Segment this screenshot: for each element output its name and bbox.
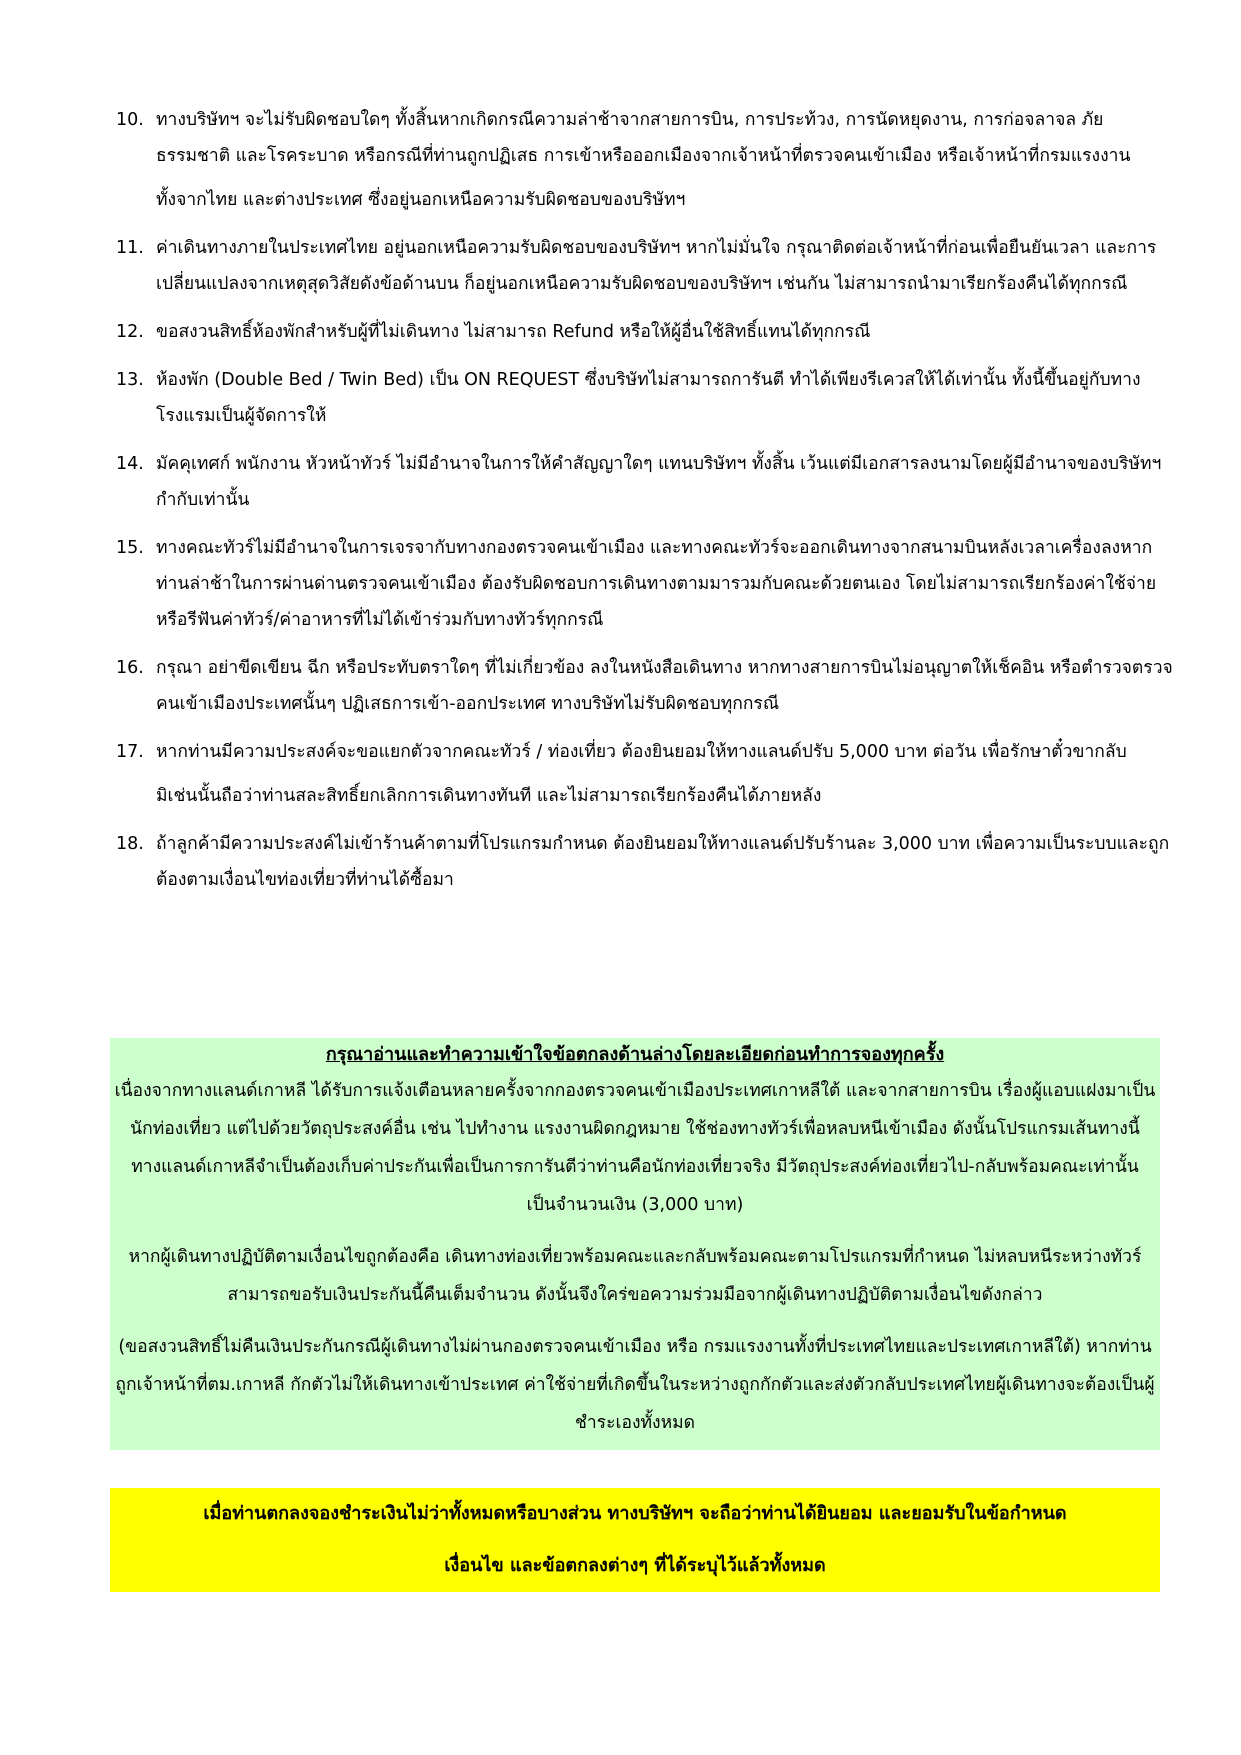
term-item [116,314,1176,350]
term-number: 18. [116,834,144,854]
term-number: 10. [116,110,144,130]
agreement-box [110,1488,1160,1592]
term-number: 13. [116,370,144,390]
term-text: ขอสงวนสิทธิ์ห้องพักสำหรับผู้ที่ไม่เดินทาง ไม่สามารถ Refund หรือให้ผู้อื่นใช้สิทธิ์แทนได้ทุกกรณี [156,322,871,342]
notice-paragraph: หากผู้เดินทางปฏิบัติตามเงื่อนไขถูกต้องคือ เดินทางท่องเที่ยวพร้อมคณะและกลับพร้อมคณะตามโปรแกรมที่กำหนด ไม่หลบหนีระหว่างทัวร์ สามารถขอรับเงินประกันนี้คืนเต็มจำนวน ดังนั้นจึงใคร่ขอความร่วมมือจากผู้เดินทางปฏิบัติตามเงื่อนไขดังกล่าว [128,1247,1142,1305]
term-text: มัคคุเทศก์ พนักงาน หัวหน้าทัวร์ ไม่มีอำนาจในการให้คำสัญญาใดๆ แทนบริษัทฯ ทั้งสิ้น เว้นแต่มีเอกสารลงนามโดยผู้มีอำนาจของบริษัทฯ กำกับเท่านั้น [156,454,1162,510]
term-number: 17. [116,742,144,762]
terms-list [116,102,1176,910]
term-continuation: ทั้งจากไทย และต่างประเทศ ซึ่งอยู่นอกเหนือความรับผิดชอบของบริษัทฯ [156,190,686,210]
notice-heading: กรุณาอ่านและทำความเข้าใจข้อตกลงด้านล่างโดยละเอียดก่อนทำการจองทุกครั้ง [325,1044,945,1065]
deposit-notice-box [110,1038,1160,1450]
term-item [116,230,1176,302]
term-number: 14. [116,454,144,474]
term-number: 12. [116,322,144,342]
agreement-line: เงื่อนไข และข้อตกลงต่างๆ ที่ได้ระบุไว้แล้วทั้งหมด [444,1555,826,1576]
term-item [116,362,1176,434]
term-item [116,530,1176,638]
term-continuation: มิเช่นนั้นถือว่าท่านสละสิทธิ์ยกเลิกการเดินทางทันที และไม่สามารถเรียกร้องคืนได้ภายหลัง [156,786,822,806]
notice-paragraph: เนื่องจากทางแลนด์เกาหลี ได้รับการแจ้งเตือนหลายครั้งจากกองตรวจคนเข้าเมืองประเทศเกาหลีใต้ และจากสายการบิน เรื่องผู้แอบแฝงมาเป็นนักท่องเที่ยว แต่ไปด้วยวัตถุประสงค์อื่น เช่น ไปทำงาน แรงงานผิดกฎหมาย ใช้ช่องทางทัวร์เพื่อหลบหนีเข้าเมือง ดังนั้นโปรแกรมเส้นทางนี้ ทางแลนด์เกาหลีจำเป็นต้องเก็บค่าประกันเพื่อเป็นการการันตีว่าท่านคือนักท่องเที่ยวจริง มีวัตถุประสงค์ท่องเที่ยวไป-กลับพร้อมคณะเท่านั้น เป็นจำนวนเงิน (3,000 บาท) [114,1081,1156,1215]
term-item [116,826,1176,898]
term-number: 11. [116,238,144,258]
agreement-line: เมื่อท่านตกลงจองชำระเงินไม่ว่าทั้งหมดหรือบางส่วน ทางบริษัทฯ จะถือว่าท่านได้ยินยอม และยอมรับในข้อกำหนด [203,1503,1067,1524]
term-item [116,446,1176,518]
term-text: ทางคณะทัวร์ไม่มีอำนาจในการเจรจากับทางกองตรวจคนเข้าเมือง และทางคณะทัวร์จะออกเดินทางจากสนามบินหลังเวลาเครื่องลงหากท่านล่าช้าในการผ่านด่านตรวจคนเข้าเมือง ต้องรับผิดชอบการเดินทางตามมารวมกับคณะด้วยตนเอง โดยไม่สามารถเรียกร้องค่าใช้จ่าย หรือรีฟันค่าทัวร์/ค่าอาหารที่ไม่ได้เข้าร่วมกับทางทัวร์ทุกกรณี [156,538,1157,630]
term-number: 15. [116,538,144,558]
term-text: ถ้าลูกค้ามีความประสงค์ไม่เข้าร้านค้าตามที่โปรแกรมกำหนด ต้องยินยอมให้ทางแลนด์ปรับร้านละ 3,000 บาท เพื่อความเป็นระบบและถูกต้องตามเงื่อนไขท่องเที่ยวที่ท่านได้ซื้อมา [156,834,1170,890]
term-item [116,734,1176,814]
term-text: กรุณา อย่าขีดเขียน ฉีก หรือประทับตราใดๆ ที่ไม่เกี่ยวข้อง ลงในหนังสือเดินทาง หากทางสายการบินไม่อนุญาตให้เช็คอิน หรือตำรวจตรวจคนเข้าเมืองประเทศนั้นๆ ปฏิเสธการเข้า-ออกประเทศ ทางบริษัทไม่รับผิดชอบทุกกรณี [156,658,1173,714]
term-text: ค่าเดินทางภายในประเทศไทย อยู่นอกเหนือความรับผิดชอบของบริษัทฯ หากไม่มั่นใจ กรุณาติดต่อเจ้าหน้าที่ก่อนเพื่อยืนยันเวลา และการเปลี่ยนแปลงจากเหตุสุดวิสัยดังข้อด้านบน ก็อยู่นอกเหนือความรับผิดชอบของบริษัทฯ เช่นกัน ไม่สามารถนำมาเรียกร้องคืนได้ทุกกรณี [156,238,1157,294]
term-item [116,102,1176,218]
term-number: 16. [116,658,144,678]
term-item [116,650,1176,722]
term-text: หากท่านมีความประสงค์จะขอแยกตัวจากคณะทัวร์ / ท่องเที่ยว ต้องยินยอมให้ทางแลนด์ปรับ 5,000 บาท ต่อวัน เพื่อรักษาตั๋วขากลับ [156,742,1127,762]
notice-paragraph: (ขอสงวนสิทธิ์ไม่คืนเงินประกันกรณีผู้เดินทางไม่ผ่านกองตรวจคนเข้าเมือง หรือ กรมแรงงานทั้งที่ประเทศไทยและประเทศเกาหลีใต้) หากท่านถูกเจ้าหน้าที่ตม.เกาหลี กักตัวไม่ให้เดินทางเข้าประเทศ ค่าใช้จ่ายที่เกิดขึ้นในระหว่างถูกกักตัวและส่งตัวกลับประเทศไทยผู้เดินทางจะต้องเป็นผู้ชำระเองทั้งหมด [115,1337,1155,1433]
term-text: ทางบริษัทฯ จะไม่รับผิดชอบใดๆ ทั้งสิ้นหากเกิดกรณีความล่าช้าจากสายการบิน, การประท้วง, การนัดหยุดงาน, การก่อจลาจล ภัยธรรมชาติ และโรคระบาด หรือกรณีที่ท่านถูกปฏิเสธ การเข้าหรือออกเมืองจากเจ้าหน้าที่ตรวจคนเข้าเมือง หรือเจ้าหน้าที่กรมแรงงาน [156,110,1131,166]
term-text: ห้องพัก (Double Bed / Twin Bed) เป็น ON REQUEST ซึ่งบริษัทไม่สามารถการันตี ทำได้เพียงรีเควสให้ได้เท่านั้น ทั้งนี้ขึ้นอยู่กับทางโรงแรมเป็นผู้จัดการให้ [156,370,1141,426]
